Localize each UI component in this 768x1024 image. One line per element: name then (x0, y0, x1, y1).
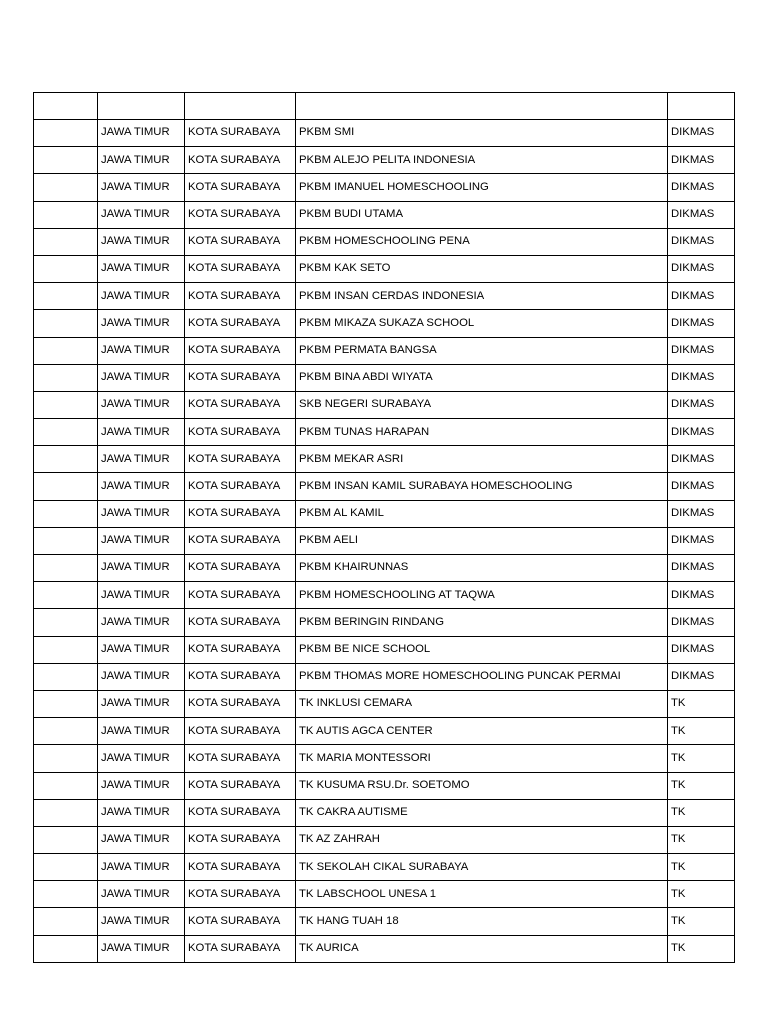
city-cell[interactable]: KOTA SURABAYA (185, 473, 296, 500)
number-cell[interactable] (34, 935, 98, 962)
province-cell[interactable]: JAWA TIMUR (98, 500, 185, 527)
institution-cell[interactable]: SKB NEGERI SURABAYA (296, 391, 668, 418)
table-row (34, 663, 735, 690)
institution-cell[interactable]: PKBM IMANUEL HOMESCHOOLING (296, 174, 668, 201)
city-cell[interactable]: KOTA SURABAYA (185, 609, 296, 636)
type-cell[interactable]: DIKMAS (668, 391, 735, 418)
institution-cell[interactable]: PKBM MEKAR ASRI (296, 446, 668, 473)
province-cell[interactable]: JAWA TIMUR (98, 228, 185, 255)
type-cell[interactable]: TK (668, 799, 735, 826)
table-row (34, 799, 735, 826)
institution-cell[interactable]: TK AZ ZAHRAH (296, 826, 668, 853)
province-cell[interactable]: JAWA TIMUR (98, 446, 185, 473)
number-cell[interactable] (34, 473, 98, 500)
city-cell[interactable]: KOTA SURABAYA (185, 690, 296, 717)
header-cell-number[interactable] (34, 93, 98, 120)
city-cell[interactable]: KOTA SURABAYA (185, 582, 296, 609)
institution-cell[interactable]: PKBM AL KAMIL (296, 500, 668, 527)
type-cell[interactable]: DIKMAS (668, 609, 735, 636)
city-cell[interactable]: KOTA SURABAYA (185, 419, 296, 446)
institution-cell[interactable]: PKBM TUNAS HARAPAN (296, 419, 668, 446)
type-cell[interactable]: TK (668, 881, 735, 908)
city-cell[interactable]: KOTA SURABAYA (185, 527, 296, 554)
header-cell-institution[interactable] (296, 93, 668, 120)
number-cell[interactable] (34, 446, 98, 473)
table-row (34, 609, 735, 636)
city-cell[interactable]: KOTA SURABAYA (185, 826, 296, 853)
number-cell[interactable] (34, 582, 98, 609)
type-cell[interactable]: DIKMAS (668, 147, 735, 174)
city-cell[interactable]: KOTA SURABAYA (185, 935, 296, 962)
table-row (34, 255, 735, 282)
number-cell[interactable] (34, 609, 98, 636)
type-cell[interactable]: DIKMAS (668, 636, 735, 663)
province-cell[interactable]: JAWA TIMUR (98, 663, 185, 690)
city-cell[interactable]: KOTA SURABAYA (185, 255, 296, 282)
institution-cell[interactable]: TK KUSUMA RSU.Dr. SOETOMO (296, 772, 668, 799)
number-cell[interactable] (34, 881, 98, 908)
type-cell[interactable]: DIKMAS (668, 174, 735, 201)
type-cell[interactable]: TK (668, 908, 735, 935)
type-cell[interactable]: DIKMAS (668, 201, 735, 228)
table-row (34, 527, 735, 554)
table-row (34, 908, 735, 935)
province-cell[interactable]: JAWA TIMUR (98, 364, 185, 391)
province-cell[interactable]: JAWA TIMUR (98, 636, 185, 663)
table-body (34, 93, 735, 963)
province-cell[interactable]: JAWA TIMUR (98, 718, 185, 745)
province-cell[interactable]: JAWA TIMUR (98, 419, 185, 446)
province-cell[interactable]: JAWA TIMUR (98, 255, 185, 282)
institution-cell[interactable]: TK AUTIS AGCA CENTER (296, 718, 668, 745)
institution-cell[interactable]: PKBM KHAIRUNNAS (296, 555, 668, 582)
type-cell[interactable]: TK (668, 745, 735, 772)
table-row (34, 364, 735, 391)
institution-cell[interactable]: PKBM INSAN CERDAS INDONESIA (296, 283, 668, 310)
city-cell[interactable]: KOTA SURABAYA (185, 120, 296, 147)
institution-cell[interactable]: PKBM HOMESCHOOLING AT TAQWA (296, 582, 668, 609)
province-cell[interactable]: JAWA TIMUR (98, 473, 185, 500)
institution-cell[interactable]: PKBM BUDI UTAMA (296, 201, 668, 228)
province-cell[interactable]: JAWA TIMUR (98, 283, 185, 310)
number-cell[interactable] (34, 391, 98, 418)
institution-cell[interactable]: PKBM SMI (296, 120, 668, 147)
number-cell[interactable] (34, 120, 98, 147)
type-cell[interactable]: DIKMAS (668, 446, 735, 473)
city-cell[interactable]: KOTA SURABAYA (185, 854, 296, 881)
number-cell[interactable] (34, 310, 98, 337)
number-cell[interactable] (34, 690, 98, 717)
type-cell[interactable]: DIKMAS (668, 419, 735, 446)
province-cell[interactable]: JAWA TIMUR (98, 527, 185, 554)
province-cell[interactable]: JAWA TIMUR (98, 582, 185, 609)
spreadsheet-table (33, 92, 735, 963)
type-cell[interactable]: TK (668, 690, 735, 717)
table-row (34, 120, 735, 147)
province-cell[interactable]: JAWA TIMUR (98, 337, 185, 364)
table-row (34, 636, 735, 663)
city-cell[interactable]: KOTA SURABAYA (185, 718, 296, 745)
number-cell[interactable] (34, 745, 98, 772)
header-cell-type[interactable] (668, 93, 735, 120)
institution-cell[interactable]: PKBM PERMATA BANGSA (296, 337, 668, 364)
table-row (34, 147, 735, 174)
city-cell[interactable]: KOTA SURABAYA (185, 310, 296, 337)
table-row (34, 854, 735, 881)
type-cell[interactable]: TK (668, 826, 735, 853)
table-row (34, 446, 735, 473)
type-cell[interactable]: TK (668, 718, 735, 745)
province-cell[interactable]: JAWA TIMUR (98, 174, 185, 201)
province-cell[interactable]: JAWA TIMUR (98, 609, 185, 636)
city-cell[interactable]: KOTA SURABAYA (185, 663, 296, 690)
province-cell[interactable]: JAWA TIMUR (98, 147, 185, 174)
city-cell[interactable]: KOTA SURABAYA (185, 174, 296, 201)
number-cell[interactable] (34, 255, 98, 282)
type-cell[interactable]: DIKMAS (668, 228, 735, 255)
city-cell[interactable]: KOTA SURABAYA (185, 772, 296, 799)
institution-cell[interactable]: PKBM AELI (296, 527, 668, 554)
province-cell[interactable]: JAWA TIMUR (98, 854, 185, 881)
province-cell[interactable]: JAWA TIMUR (98, 690, 185, 717)
institution-cell[interactable]: TK CAKRA AUTISME (296, 799, 668, 826)
number-cell[interactable] (34, 419, 98, 446)
type-cell[interactable]: DIKMAS (668, 473, 735, 500)
institution-cell[interactable]: TK AURICA (296, 935, 668, 962)
number-cell[interactable] (34, 337, 98, 364)
type-cell[interactable]: DIKMAS (668, 582, 735, 609)
institution-cell[interactable]: PKBM ALEJO PELITA INDONESIA (296, 147, 668, 174)
city-cell[interactable]: KOTA SURABAYA (185, 201, 296, 228)
institution-cell[interactable]: PKBM MIKAZA SUKAZA SCHOOL (296, 310, 668, 337)
city-cell[interactable]: KOTA SURABAYA (185, 799, 296, 826)
number-cell[interactable] (34, 500, 98, 527)
table-row (34, 228, 735, 255)
table-row (34, 745, 735, 772)
table-row (34, 690, 735, 717)
institution-cell[interactable]: PKBM THOMAS MORE HOMESCHOOLING PUNCAK PERMAI (296, 663, 668, 690)
header-row (34, 93, 735, 120)
city-cell[interactable]: KOTA SURABAYA (185, 636, 296, 663)
province-cell[interactable]: JAWA TIMUR (98, 881, 185, 908)
number-cell[interactable] (34, 854, 98, 881)
table-row (34, 555, 735, 582)
number-cell[interactable] (34, 826, 98, 853)
number-cell[interactable] (34, 201, 98, 228)
institution-cell[interactable]: PKBM INSAN KAMIL SURABAYA HOMESCHOOLING (296, 473, 668, 500)
province-cell[interactable]: JAWA TIMUR (98, 555, 185, 582)
type-cell[interactable]: DIKMAS (668, 310, 735, 337)
city-cell[interactable]: KOTA SURABAYA (185, 555, 296, 582)
institution-cell[interactable]: TK HANG TUAH 18 (296, 908, 668, 935)
city-cell[interactable]: KOTA SURABAYA (185, 908, 296, 935)
city-cell[interactable]: KOTA SURABAYA (185, 745, 296, 772)
type-cell[interactable]: DIKMAS (668, 283, 735, 310)
institution-cell[interactable]: TK MARIA MONTESSORI (296, 745, 668, 772)
province-cell[interactable]: JAWA TIMUR (98, 391, 185, 418)
number-cell[interactable] (34, 555, 98, 582)
number-cell[interactable] (34, 364, 98, 391)
province-cell[interactable]: JAWA TIMUR (98, 799, 185, 826)
city-cell[interactable]: KOTA SURABAYA (185, 364, 296, 391)
table-row (34, 935, 735, 962)
table-row (34, 881, 735, 908)
province-cell[interactable]: JAWA TIMUR (98, 745, 185, 772)
institution-cell[interactable]: TK SEKOLAH CIKAL SURABAYA (296, 854, 668, 881)
type-cell[interactable]: TK (668, 854, 735, 881)
type-cell[interactable]: DIKMAS (668, 500, 735, 527)
number-cell[interactable] (34, 147, 98, 174)
institution-cell[interactable]: PKBM BINA ABDI WIYATA (296, 364, 668, 391)
table-row (34, 826, 735, 853)
number-cell[interactable] (34, 636, 98, 663)
city-cell[interactable]: KOTA SURABAYA (185, 228, 296, 255)
city-cell[interactable]: KOTA SURABAYA (185, 147, 296, 174)
city-cell[interactable]: KOTA SURABAYA (185, 500, 296, 527)
number-cell[interactable] (34, 527, 98, 554)
province-cell[interactable]: JAWA TIMUR (98, 201, 185, 228)
number-cell[interactable] (34, 283, 98, 310)
type-cell[interactable]: DIKMAS (668, 255, 735, 282)
city-cell[interactable]: KOTA SURABAYA (185, 337, 296, 364)
institution-cell[interactable]: PKBM BERINGIN RINDANG (296, 609, 668, 636)
type-cell[interactable]: TK (668, 772, 735, 799)
table-row (34, 391, 735, 418)
number-cell[interactable] (34, 228, 98, 255)
table-row (34, 500, 735, 527)
city-cell[interactable]: KOTA SURABAYA (185, 881, 296, 908)
table-row (34, 582, 735, 609)
number-cell[interactable] (34, 799, 98, 826)
type-cell[interactable]: DIKMAS (668, 555, 735, 582)
institution-cell[interactable]: PKBM BE NICE SCHOOL (296, 636, 668, 663)
type-cell[interactable]: DIKMAS (668, 364, 735, 391)
table-row (34, 419, 735, 446)
type-cell[interactable]: DIKMAS (668, 120, 735, 147)
number-cell[interactable] (34, 663, 98, 690)
city-cell[interactable]: KOTA SURABAYA (185, 391, 296, 418)
province-cell[interactable]: JAWA TIMUR (98, 826, 185, 853)
table-row (34, 337, 735, 364)
header-cell-city[interactable] (185, 93, 296, 120)
table-row (34, 718, 735, 745)
table-row (34, 283, 735, 310)
institution-cell[interactable]: TK LABSCHOOL UNESA 1 (296, 881, 668, 908)
number-cell[interactable] (34, 718, 98, 745)
type-cell[interactable]: DIKMAS (668, 337, 735, 364)
province-cell[interactable]: JAWA TIMUR (98, 772, 185, 799)
province-cell[interactable]: JAWA TIMUR (98, 935, 185, 962)
province-cell[interactable]: JAWA TIMUR (98, 908, 185, 935)
province-cell[interactable]: JAWA TIMUR (98, 120, 185, 147)
type-cell[interactable]: TK (668, 935, 735, 962)
table-row (34, 201, 735, 228)
table-row (34, 310, 735, 337)
city-cell[interactable]: KOTA SURABAYA (185, 446, 296, 473)
type-cell[interactable]: DIKMAS (668, 527, 735, 554)
number-cell[interactable] (34, 174, 98, 201)
header-cell-province[interactable] (98, 93, 185, 120)
city-cell[interactable]: KOTA SURABAYA (185, 283, 296, 310)
table-row (34, 174, 735, 201)
institution-cell[interactable]: PKBM KAK SETO (296, 255, 668, 282)
number-cell[interactable] (34, 908, 98, 935)
number-cell[interactable] (34, 772, 98, 799)
institution-cell[interactable]: PKBM HOMESCHOOLING PENA (296, 228, 668, 255)
table-row (34, 473, 735, 500)
type-cell[interactable]: DIKMAS (668, 663, 735, 690)
institution-cell[interactable]: TK INKLUSI CEMARA (296, 690, 668, 717)
province-cell[interactable]: JAWA TIMUR (98, 310, 185, 337)
table-row (34, 772, 735, 799)
